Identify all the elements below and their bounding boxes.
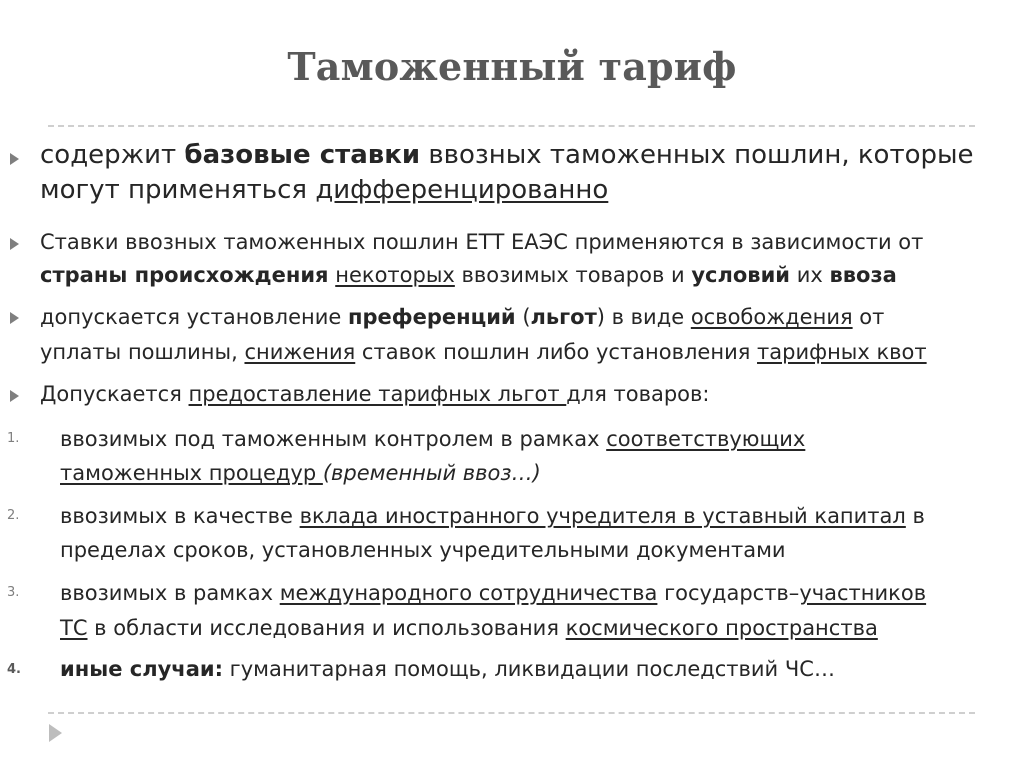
underlined-term: дифференцированно [315,175,609,205]
top-divider [48,125,975,127]
text-line [60,653,1020,686]
text-segment: ввозимых товаров и [454,263,692,287]
text-segment: гуманитарная помощь, ликвидации последствий ЧС… [223,657,835,681]
text-line [40,138,1000,173]
slide-nav-arrow-icon[interactable] [49,724,62,742]
text-segment: в области исследования и использования [87,616,566,640]
list-item-text [40,378,1000,411]
text-line [40,173,1000,208]
underlined-term: соответствующих [606,427,806,451]
text-segment: ввозимых в качестве [60,504,300,528]
text-line [60,533,1020,567]
text-segment: ввозимых под таможенным контролем в рамках [60,427,607,451]
text-segment: (временный ввоз…) [322,461,541,485]
text-segment: от [852,305,885,329]
bullet-arrow-icon [10,153,19,165]
text-line [60,422,1020,456]
bottom-divider [48,712,975,714]
list-number: 1. [7,431,20,446]
text-line [60,611,1020,646]
bold-term: базовые ставки [184,140,421,170]
bold-term: преференций [347,305,516,329]
list-item-text [40,300,1000,370]
list-item-text [40,138,1000,208]
text-segment: ставок пошлин либо установления [355,340,758,364]
bold-term: ввоза [829,263,897,287]
text-segment: государств– [657,581,800,605]
list-item-text [60,499,1020,567]
underlined-term: предоставление тарифных льгот [188,382,567,406]
list-item-text [60,653,1020,686]
list-item-text [60,576,1020,646]
underlined-term: таможенных процедур [60,461,323,485]
text-segment: ) в виде [596,305,691,329]
text-line [40,226,1000,259]
text-segment: пределах сроков, установленных учредительными документами [60,538,786,562]
bold-term: условий [691,263,791,287]
text-segment: содержит [40,140,185,170]
text-segment: их [790,263,830,287]
underlined-term: космического пространства [565,616,878,640]
list-number: 3. [7,585,20,600]
underlined-term: тарифных квот [757,340,927,364]
bold-term: льгот [530,305,597,329]
text-segment: в [905,504,925,528]
text-segment: Ставки ввозных таможенных пошлин ЕТТ ЕАЭС применяются в зависимости от [40,230,924,254]
text-line [60,576,1020,611]
underlined-term: международного сотрудничества [279,581,658,605]
underlined-term: вклада иностранного учредителя в уставный капитал [299,504,906,528]
text-segment: Допускается [40,382,189,406]
list-item-text [40,226,1000,292]
bullet-arrow-icon [10,390,19,402]
slide-title: Таможенный тариф [287,44,737,89]
text-segment: уплаты пошлины, [40,340,245,364]
underlined-term: освобождения [690,305,853,329]
underlined-term: ТС [60,616,88,640]
list-item-text [60,422,1020,490]
underlined-term: участников [799,581,927,605]
bullet-arrow-icon [10,238,19,250]
text-line [40,335,1000,370]
text-segment: ( [515,305,531,329]
text-line [60,456,1020,490]
underlined-term: некоторых [335,263,455,287]
bold-term: иные случаи: [60,657,223,681]
text-segment: ввозимых в рамках [60,581,280,605]
list-number: 4. [7,662,21,677]
bullet-arrow-icon [10,312,19,324]
underlined-term: снижения [244,340,356,364]
bold-term: страны происхождения [40,263,329,287]
text-line [40,378,1000,411]
text-line [60,499,1020,533]
list-number: 2. [7,508,20,523]
text-line [40,300,1000,335]
text-segment: могут применяться [40,175,316,205]
text-line [40,259,1000,292]
text-segment: ввозных таможенных пошлин, которые [420,140,974,170]
text-segment: для товаров: [566,382,710,406]
text-segment: допускается установление [40,305,348,329]
